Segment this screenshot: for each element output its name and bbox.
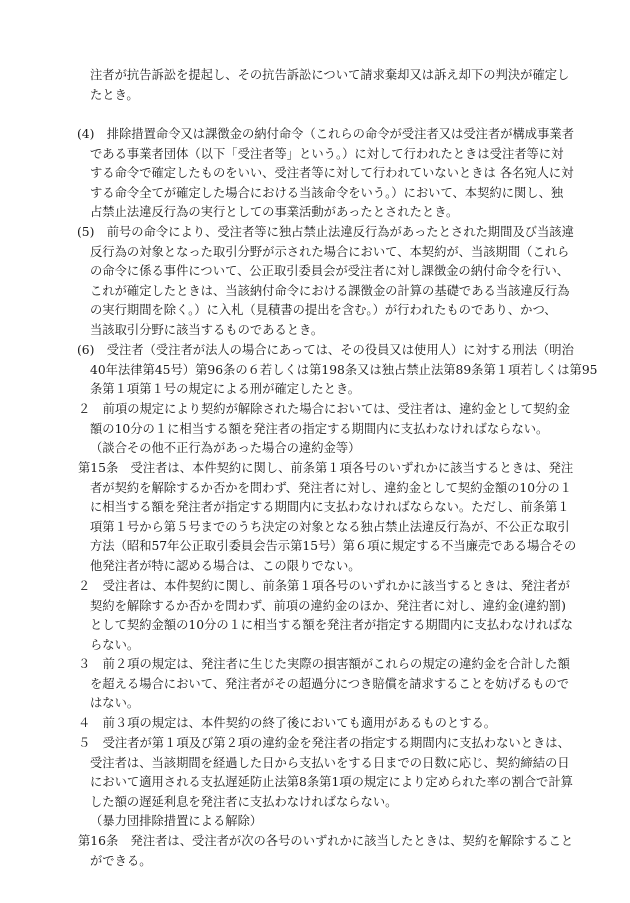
text-line: これが確定したときは、当該納付命令における課徴金の計算の基礎である当該違反行為 xyxy=(90,283,570,298)
section-heading: （談合その他不正行為があった場合の違約金等） xyxy=(90,441,361,455)
text-line: 額の10分の１に相当する額を発注者の指定する期間内に支払わなければならない。 xyxy=(90,421,549,436)
article-16-first-line: 第16条 発注者は、受注者が次の各号のいずれかに該当したときは、契約を解除すること xyxy=(78,834,574,848)
item-6 xyxy=(77,341,598,400)
text-line: らない。 xyxy=(90,637,140,652)
article-15-paragraph-3 xyxy=(78,655,570,714)
text-line: の実行期間を除く。）に入札（見積書の提出を含む。）が行われたものであり、かつ、 xyxy=(90,303,557,318)
text-line: に相当する額を発注者が指定する期間内に支払わなければならない。ただし、前条第１ xyxy=(90,500,570,515)
section-heading: （暴力団排除措置による解除） xyxy=(90,814,263,828)
article-16 xyxy=(78,832,574,871)
text-line: を超える場合において、発注者がその超過分につき賠償を請求することを妨げるもので xyxy=(90,676,570,691)
paragraph-2 xyxy=(78,400,570,439)
text-line: 占禁止法違反行為の実行としての事業活動があったとされたとき。 xyxy=(90,205,459,220)
article-15-paragraph-2 xyxy=(78,577,573,655)
text-line: として契約金額の10分の１に相当する額を発注者が指定する期間内に支払わなければな xyxy=(90,618,573,633)
paragraph-first-line: ３ 前２項の規定は、発注者に生じた実際の損害額がこれらの規定の違約金を合計した額 xyxy=(78,657,570,671)
text-line: たとき。 xyxy=(90,87,139,102)
text-line: 注者が抗告訴訟を提起し、その抗告訴訟について請求棄却又は訴え却下の判決が確定し xyxy=(90,68,570,82)
paragraph-first-line: ２ 受注者は、本件契約に関し、前条第１項各号のいずれかに該当するときは、発注者が xyxy=(78,579,570,593)
item-5-first-line: (5) 前号の命令により、受注者等に独占禁止法違反行為があったとされた期間及び当該違 xyxy=(77,225,574,239)
text-line: はない。 xyxy=(90,696,140,711)
text-line: 者が契約を解除するか否かを問わず、発注者に対し、違約金として契約金額の10分の１ xyxy=(90,480,572,495)
article-15 xyxy=(78,459,577,577)
text-line: 反行為の対象となった取引分野が示された場合において、本契約が、当該期間（これら xyxy=(90,244,570,259)
text-line: 当該取引分野に該当するものであるとき。 xyxy=(90,322,324,337)
text-line: する命令全てが確定した場合における当該命令をいう。）において、本契約に関し、独 xyxy=(90,185,564,200)
text-line: する命令で確定したものをいい、受注者等に対して行われていないときは 各名宛人に対 xyxy=(90,166,574,181)
text-line: 40年法律第45号）第96条の６若しくは第198条又は独占禁止法第89条第１項若しくは第95 xyxy=(90,362,598,377)
article-15-heading xyxy=(90,439,360,459)
text-line: 受注者は、当該期間を経過した日から支払いをする日までの日数に応じ、契約締結の日 xyxy=(90,755,570,770)
item-5 xyxy=(77,223,574,341)
text-line: 契約を解除するか否かを問わず、前項の違約金のほか、発注者に対し、違約金(違約罰) xyxy=(90,598,566,613)
text-line: 項第１号から第５号までのうち決定の対象となる独占禁止法違反行為が、不公正な取引 xyxy=(90,519,570,534)
item-6-first-line: (6) 受注者（受注者が法人の場合にあっては、その役員又は使用人）に対する刑法（明治 xyxy=(77,343,574,357)
text-line: である事業者団体（以下「受注者等」という。）に対して行われたときは受注者等に対 xyxy=(90,146,564,161)
article-15-paragraph-5 xyxy=(78,734,573,812)
paragraph-first-line: ５ 受注者が第１項及び第２項の違約金を発注者の指定する期間内に支払わないときは、 xyxy=(78,736,570,750)
text-line: ができる。 xyxy=(90,853,152,868)
text-line: 条第１項第１号の規定による刑が確定したとき。 xyxy=(90,382,361,397)
item-4-first-line: (4) 排除措置命令又は課徴金の納付命令（これらの命令が受注者又は受注者が構成事業者 xyxy=(77,127,574,141)
text-line: した額の遅延利息を発注者に支払わなければならない。 xyxy=(90,794,398,809)
paragraph-2-first-line: ２ 前項の規定により契約が解除された場合においては、受注者は、違約金として契約金 xyxy=(78,402,570,416)
item-3-continuation xyxy=(90,66,569,105)
article-15-first-line: 第15条 受注者は、本件契約に関し、前条第１項各号のいずれかに該当するときは、発注 xyxy=(78,461,574,475)
text-line: において適用される支払遅延防止法第8条第1項の規定により定められた率の割合で計算 xyxy=(90,775,573,790)
text-line: 方法（昭和57年公正取引委員会告示第15号）第６項に規定する不当廉売である場合その xyxy=(90,539,577,554)
article-16-heading xyxy=(90,812,262,832)
text-line: 他発注者が特に認める場合は、この限りでない。 xyxy=(90,558,361,573)
paragraph-first-line: ４ 前３項の規定は、本件契約の終了後においても適用があるものとする。 xyxy=(78,716,497,730)
item-4 xyxy=(77,125,574,223)
text-line: の命令に係る事件について、公正取引委員会が受注者に対し課徴金の納付命令を行い、 xyxy=(90,264,570,279)
